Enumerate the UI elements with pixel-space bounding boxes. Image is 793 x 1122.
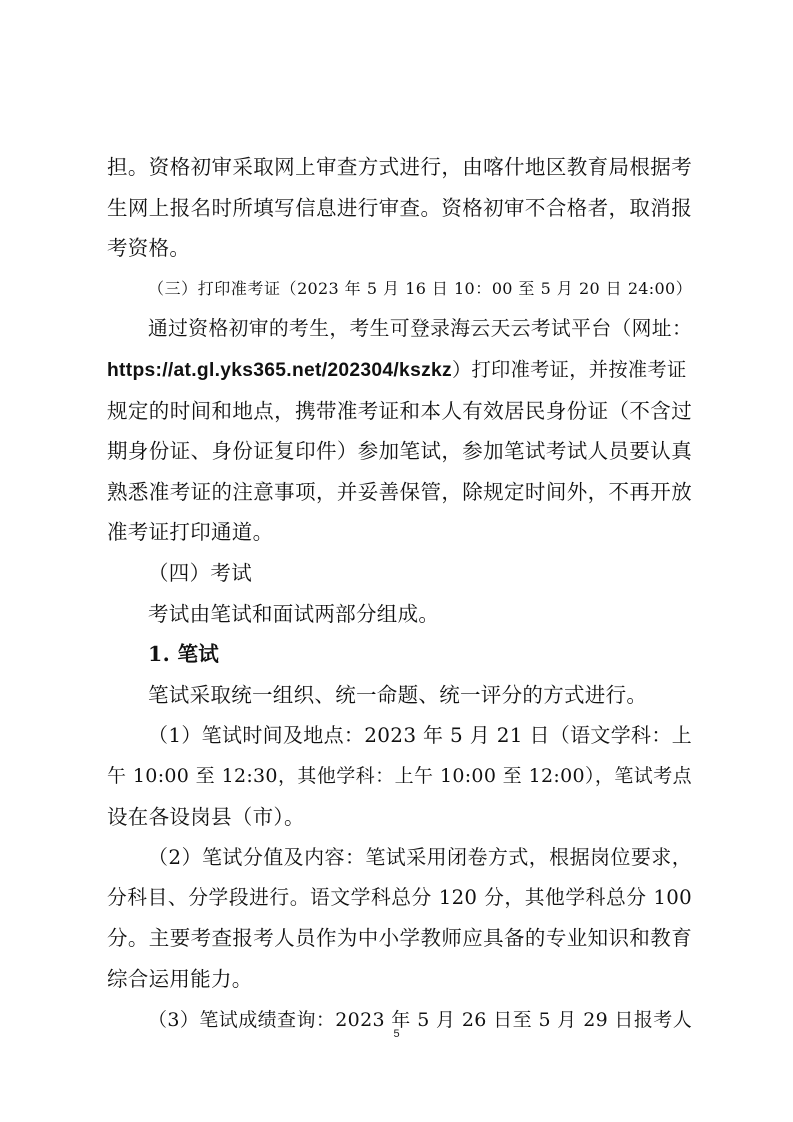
page-number: 5 <box>393 1028 400 1040</box>
paragraph-line: 笔试采取统一组织、统一命题、统一评分的方式进行。 <box>148 682 648 707</box>
paragraph-line: 生网上报名时所填写信息进行审查。资格初审不合格者，取消报 <box>107 195 692 220</box>
paragraph-line: （2）笔试分值及内容：笔试采用闭卷方式，根据岗位要求， <box>148 845 692 870</box>
section-heading-exam: （四）考试 <box>148 561 252 585</box>
paragraph-line: 担。资格初审采取网上审查方式进行，由喀什地区教育局根据考 <box>107 155 692 179</box>
paragraph-line: 分科目、分学段进行。语文学科总分 120 分，其他学科总分 100 <box>107 885 692 909</box>
paragraph-line: 综合运用能力。 <box>107 967 253 991</box>
paragraph-line: 规定的时间和地点，携带准考证和本人有效居民身份证（不含过 <box>107 398 692 423</box>
paragraph-line: 熟悉准考证的注意事项，并妥善保管，除规定时间外，不再开放 <box>107 479 692 504</box>
paragraph-line: 考试由笔试和面试两部分组成。 <box>148 601 440 626</box>
paragraph-line: （1）笔试时间及地点：2023 年 5 月 21 日（语文学科：上 <box>148 723 692 748</box>
paragraph-line: 午 10:00 至 12:30，其他学科：上午 10:00 至 12:00），笔试考点 <box>107 765 692 787</box>
paragraph-line: 准考证打印通道。 <box>107 520 274 545</box>
paragraph-line: 设在各设岗县（市）。 <box>107 804 305 829</box>
exam-platform-url[interactable]: https://at.gl.yks365.net/202304/kszkz <box>107 360 452 381</box>
paragraph-text: ）打印准考证，并按准考证 <box>451 358 687 381</box>
paragraph-line: 分。主要考查报考人员作为中小学教师应具备的专业知识和教育 <box>107 926 692 951</box>
paragraph-line: 通过资格初审的考生，考生可登录海云天云考试平台（网址： <box>148 317 692 341</box>
subsection-heading-written-test: 1. 笔试 <box>148 642 220 667</box>
section-heading-print-admission: （三）打印准考证（2023 年 5 月 16 日 10：00 至 5 月 20 日 24:00） <box>148 278 692 298</box>
paragraph-line: 期身份证、身份证复印件）参加笔试，参加笔试考试人员要认真 <box>107 439 692 464</box>
paragraph-line: 考资格。 <box>107 236 191 261</box>
paragraph-line-with-url <box>107 350 692 390</box>
paragraph-line: （3）笔试成绩查询：2023 年 5 月 26 日至 5 月 29 日报考人 <box>148 1008 692 1031</box>
